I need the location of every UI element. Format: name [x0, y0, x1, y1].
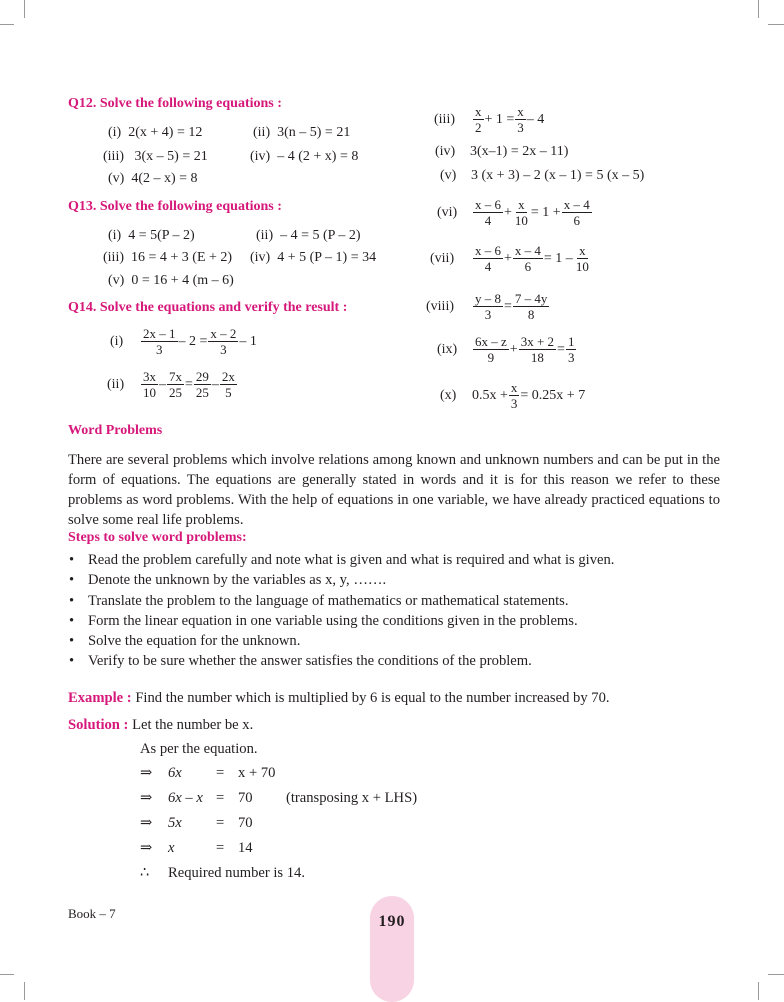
equation: 3 (x + 3) – 2 (x – 1) = 5 (x – 5)	[471, 168, 645, 183]
numerator: 2x	[221, 369, 235, 384]
numerator: 7 – 4y	[514, 291, 548, 306]
rhs: x + 70	[238, 765, 276, 781]
fraction	[562, 197, 592, 228]
crop-mark	[0, 974, 14, 975]
crop-mark	[0, 24, 14, 25]
numerator: 1	[567, 334, 575, 349]
q14-item-vi	[437, 197, 593, 228]
q14-item-viii	[426, 291, 550, 322]
item-label: (vi)	[437, 204, 458, 220]
fraction	[473, 334, 509, 365]
steps-heading: Steps to solve word problems:	[68, 530, 247, 545]
fraction	[515, 104, 526, 135]
denominator: 3	[156, 342, 163, 357]
operator: + 1 =	[484, 111, 515, 127]
expression: = 0.25x + 7	[520, 387, 586, 403]
q13-item	[108, 227, 195, 245]
equals: =	[216, 765, 225, 781]
numerator: x – 6	[475, 243, 501, 258]
item-label: (v)	[108, 171, 125, 186]
fraction	[574, 243, 591, 274]
crop-mark	[24, 982, 25, 1000]
item-label: (ii)	[256, 228, 274, 243]
equation: 2(x + 4) = 12	[128, 125, 203, 140]
denominator: 10	[575, 259, 589, 274]
q13-item	[250, 249, 376, 267]
numerator: x	[475, 104, 482, 119]
therefore-icon: ∴	[140, 865, 150, 881]
item-label: (iv)	[250, 149, 271, 164]
crop-mark	[24, 0, 25, 18]
fraction	[141, 326, 178, 357]
solution-step	[140, 839, 286, 857]
solution-label: Solution :	[68, 717, 129, 733]
operator: –	[211, 376, 219, 392]
item-label: (iii)	[103, 149, 124, 164]
denominator: 6	[573, 213, 580, 228]
solution	[68, 717, 253, 734]
equals: =	[216, 815, 225, 831]
denominator: 4	[484, 213, 492, 228]
denominator: 3	[220, 342, 227, 357]
denominator: 25	[195, 385, 209, 400]
numerator: x	[517, 104, 524, 119]
rhs: 14	[238, 840, 253, 856]
denominator: 8	[527, 307, 535, 322]
item-label: (x)	[440, 387, 457, 403]
item-label: (iii)	[103, 250, 124, 265]
q13-item	[256, 227, 361, 245]
operator: = 1 +	[530, 204, 561, 220]
q12-item	[253, 124, 350, 142]
fraction	[141, 369, 158, 400]
conclusion-text: Required number is 14.	[168, 865, 305, 881]
equation: 4(2 – x) = 8	[131, 171, 198, 186]
operator: –	[159, 376, 166, 392]
q14-item-iv	[435, 143, 568, 161]
numerator: x – 6	[475, 197, 501, 212]
word-problems-paragraph: There are several problems which involve relations among known and unknown numbers and can be put in the form of equations. The equations are generally stated in words and it is for this reason we refer to these problems as word problems. With the help of equations in one variable, we have already practiced equations to solve some real life problems.	[68, 452, 720, 528]
q12-item	[108, 170, 198, 188]
denominator: 25	[169, 385, 182, 400]
operator: =	[504, 298, 512, 314]
equation: 4 = 5(P – 2)	[128, 228, 195, 243]
q14-item-iii	[434, 104, 544, 135]
example	[68, 690, 610, 707]
item-label: (vii)	[430, 250, 455, 266]
q14-item-vii	[430, 243, 592, 274]
rhs: 70	[238, 790, 253, 806]
numerator: x	[510, 380, 518, 395]
numerator: 3x	[143, 369, 156, 384]
q14-item-x	[440, 380, 585, 411]
q14-item-ix	[437, 334, 577, 365]
item-label: (v)	[108, 273, 125, 288]
step-item: • Denote the unknown by the variables as x, y, …….	[68, 570, 614, 590]
item-label: (ix)	[437, 341, 458, 357]
book-label: Book – 7	[68, 906, 116, 921]
equation: 3(n – 5) = 21	[277, 125, 351, 140]
crop-mark	[758, 0, 759, 18]
operator: +	[504, 250, 512, 266]
denominator: 3	[567, 350, 575, 365]
denominator: 3	[510, 396, 518, 411]
equation: 16 = 4 + 3 (E + 2)	[131, 250, 233, 265]
solution-step	[140, 789, 417, 807]
example-label: Example :	[68, 690, 132, 706]
example-text: Find the number which is multiplied by 6 is equal to the number increased by 70.	[135, 690, 610, 706]
item-label: (v)	[440, 168, 457, 183]
q14-item-i	[110, 326, 257, 357]
fraction	[473, 197, 503, 228]
numerator: 29	[195, 369, 209, 384]
implies-icon: ⇒	[140, 790, 153, 806]
fraction	[220, 369, 237, 400]
numerator: x	[518, 197, 525, 212]
item-label: (i)	[108, 125, 122, 140]
fraction	[473, 291, 503, 322]
equation: 3(x – 5) = 21	[134, 149, 208, 164]
q14-item-ii	[107, 369, 238, 400]
numerator: 6x – z	[475, 334, 507, 349]
fraction	[509, 380, 520, 411]
item-label: (iii)	[434, 111, 455, 127]
fraction	[194, 369, 211, 400]
fraction	[513, 197, 530, 228]
operator: +	[504, 204, 512, 220]
q12-heading: Q12. Solve the following equations :	[68, 96, 282, 111]
numerator: 3x + 2	[520, 334, 555, 349]
step-item: • Form the linear equation in one variable using the conditions given in the problems.	[68, 611, 614, 631]
crop-mark	[758, 982, 759, 1000]
lhs: x	[168, 840, 175, 856]
word-problems-heading: Word Problems	[68, 423, 163, 438]
equals: =	[216, 840, 225, 856]
solution-intro: As per the equation.	[140, 741, 258, 757]
q14-item-v	[440, 167, 644, 185]
denominator: 10	[143, 385, 156, 400]
implies-icon: ⇒	[140, 765, 153, 781]
item-label: (i)	[108, 228, 122, 243]
fraction	[473, 243, 503, 274]
denominator: 6	[524, 259, 532, 274]
solution-text: Let the number be x.	[132, 717, 254, 733]
numerator: y – 8	[475, 291, 501, 306]
denominator: 10	[514, 213, 528, 228]
lhs: 6x – x	[168, 790, 203, 806]
step-item: • Translate the problem to the language of mathematics or mathematical statements.	[68, 591, 614, 611]
crop-mark	[768, 24, 784, 25]
numerator: x	[579, 243, 586, 258]
fraction	[513, 291, 550, 322]
numerator: x – 4	[514, 243, 541, 258]
step-item: • Verify to be sure whether the answer satisfies the conditions of the problem.	[68, 651, 614, 671]
denominator: 9	[487, 350, 495, 365]
operator: = 1 –	[543, 250, 573, 266]
equation: – 4 (2 + x) = 8	[277, 149, 359, 164]
q12-item	[108, 124, 202, 142]
lhs: 6x	[168, 765, 182, 781]
operator: – 1	[239, 333, 257, 349]
denominator: 18	[530, 350, 544, 365]
operator: =	[557, 341, 565, 357]
operator: =	[185, 376, 193, 392]
denominator: 3	[517, 120, 524, 135]
q13-item	[108, 272, 234, 290]
lhs: 5x	[168, 815, 182, 831]
solution-conclusion	[140, 864, 305, 882]
denominator: 3	[484, 307, 492, 322]
numerator: 7x	[169, 369, 182, 384]
implies-icon: ⇒	[140, 815, 153, 831]
equation: – 4 = 5 (P – 2)	[280, 228, 361, 243]
fraction	[473, 104, 484, 135]
step-item: • Read the problem carefully and note what is given and what is required and what is given.	[68, 550, 614, 570]
equation: 4 + 5 (P – 1) = 34	[277, 250, 377, 265]
q13-item	[103, 249, 232, 267]
q12-item	[250, 148, 358, 166]
operator: +	[509, 341, 518, 357]
item-label: (ii)	[253, 125, 271, 140]
q13-heading: Q13. Solve the following equations :	[68, 199, 282, 214]
implies-icon: ⇒	[140, 840, 153, 856]
item-label: (iv)	[435, 144, 456, 159]
fraction	[566, 334, 577, 365]
solution-step	[140, 814, 286, 832]
page-number: 190	[370, 896, 414, 1002]
denominator: 2	[475, 120, 482, 135]
step-item: • Solve the equation for the unknown.	[68, 631, 614, 651]
item-label: (iv)	[250, 250, 271, 265]
item-label: (ii)	[107, 376, 125, 392]
equation: 0 = 16 + 4 (m – 6)	[131, 273, 234, 288]
denominator: 5	[225, 385, 232, 400]
crop-mark	[768, 974, 784, 975]
operator: – 4	[526, 111, 545, 127]
q12-item	[103, 148, 208, 166]
numerator: x – 4	[563, 197, 590, 212]
steps-list	[68, 550, 614, 672]
operator: – 2 =	[178, 333, 208, 349]
denominator: 4	[484, 259, 492, 274]
rhs: 70	[238, 815, 253, 831]
fraction	[519, 334, 556, 365]
fraction	[167, 369, 184, 400]
expression: 0.5x +	[472, 387, 508, 403]
numerator: 2x – 1	[143, 326, 176, 341]
note: (transposing x + LHS)	[286, 790, 418, 806]
item-label: (i)	[110, 333, 124, 349]
equals: =	[216, 790, 225, 806]
fraction	[513, 243, 543, 274]
solution-step	[140, 764, 286, 782]
numerator: x – 2	[210, 326, 237, 341]
equation: 3(x–1) = 2x – 11)	[470, 144, 569, 159]
item-label: (viii)	[426, 298, 454, 314]
q14-heading: Q14. Solve the equations and verify the result :	[68, 300, 348, 315]
fraction	[208, 326, 238, 357]
